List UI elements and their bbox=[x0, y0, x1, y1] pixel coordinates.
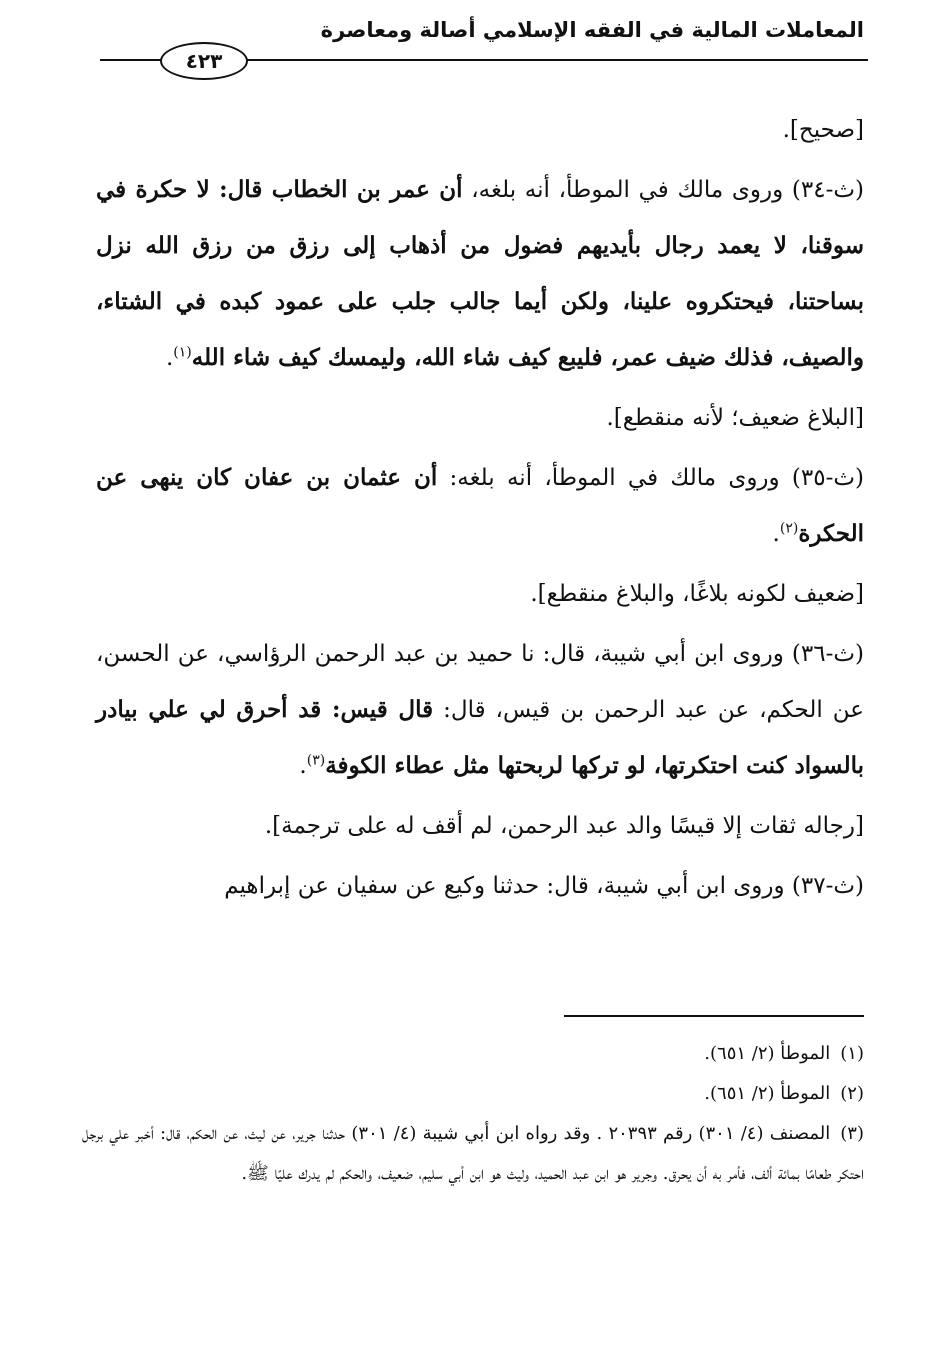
narration-quote: قال قيس: قد أحرق لي علي بيادر بالسواد كنت احتكرتها، لو تركها لربحتها مثل عطاء الكوفة bbox=[96, 696, 864, 779]
footnote-number: (٣) bbox=[840, 1123, 864, 1144]
footnote-1 bbox=[82, 1034, 864, 1074]
main-text bbox=[96, 102, 864, 918]
paragraph-athar-36 bbox=[96, 626, 864, 794]
sentence-end: . bbox=[299, 753, 307, 779]
paragraph-athar-35 bbox=[96, 450, 864, 562]
narration-intro: (ث-٣٦) وروى ابن أبي شيبة، قال: نا حميد بن عبد الرحمن الرؤاسي، عن الحسن، عن الحكم، عن عبد الرحمن بن قيس، قال: bbox=[96, 641, 865, 723]
paragraph-grading-4 bbox=[96, 798, 864, 854]
footnote-number: (١) bbox=[840, 1043, 864, 1064]
footnote-2 bbox=[82, 1074, 864, 1114]
footnote-reference: (١) bbox=[173, 344, 192, 361]
narration-intro: (ث-٣٥) وروى مالك في الموطأ، أنه بلغه: bbox=[437, 465, 864, 491]
sentence-end: . bbox=[165, 345, 174, 371]
grading-text: [رجاله ثقات إلا قيسًا والد عبد الرحمن، لم أقف له على ترجمة]. bbox=[264, 813, 864, 839]
paragraph-athar-34 bbox=[96, 162, 864, 386]
narration-intro: (ث-٣٤) وروى مالك في الموطأ، أنه بلغه، bbox=[462, 177, 864, 203]
narration-intro: (ث-٣٧) وروى ابن أبي شيبة، قال: حدثنا وكيع عن سفيان عن إبراهيم bbox=[224, 873, 864, 899]
footnote-text: الموطأ (٢/ ٦٥١). bbox=[704, 1083, 831, 1104]
grading-text: [البلاغ ضعيف؛ لأنه منقطع]. bbox=[606, 405, 864, 431]
grading-text: [صحيح]. bbox=[782, 117, 864, 143]
footnote-separator bbox=[564, 1015, 864, 1017]
footnote-3 bbox=[82, 1114, 864, 1194]
footnote-text: الموطأ (٢/ ٦٥١). bbox=[704, 1043, 831, 1064]
sentence-end: . bbox=[772, 521, 780, 547]
footnote-reference: (٣) bbox=[306, 752, 326, 769]
paragraph-grading-2 bbox=[96, 390, 864, 446]
running-header-title: المعاملات المالية في الفقه الإسلامي أصالة ومعاصرة bbox=[320, 18, 864, 42]
paragraph-grading-3 bbox=[96, 566, 864, 622]
paragraph-grading-1 bbox=[96, 102, 864, 158]
footnote-text: المصنف (٤/ ٣٠١) رقم ٢٠٣٩٣ . وقد رواه ابن أبي شيبة (٤/ ٣٠١) حدثنا جرير، عن ليث، عن الحكم، قال: أخبر علي برجل احتكر طعامًا بمائة ألف، فأمر به أن يحرق. وجرير هو ابن عبد الحميد، وليث هو ابن أبي سليم، ضعيف، والحكم لم يدرك عليًا ﷺ. bbox=[82, 1123, 864, 1184]
narration-quote: أن عثمان بن عفان كان ينهى عن الحكرة bbox=[96, 464, 864, 547]
footnote-number: (٢) bbox=[840, 1083, 864, 1104]
page-number: ٤٢٣ bbox=[160, 42, 248, 80]
grading-text: [ضعيف لكونه بلاغًا، والبلاغ منقطع]. bbox=[530, 581, 864, 607]
footnotes bbox=[82, 1034, 864, 1194]
paragraph-athar-37 bbox=[96, 858, 864, 914]
footnote-reference: (٢) bbox=[779, 520, 799, 537]
narration-quote: أن عمر بن الخطاب قال: لا حكرة في سوقنا، لا يعمد رجال بأيديهم فضول من أذهاب إلى رزق من رزق الله نزل بساحتنا، فيحتكروه علينا، ولكن أيما جالب جلب على عمود كبده في الشتاء، والصيف، فذلك ضيف عمر، فليبع كيف شاء الله، وليمسك كيف شاء الله bbox=[96, 176, 864, 371]
